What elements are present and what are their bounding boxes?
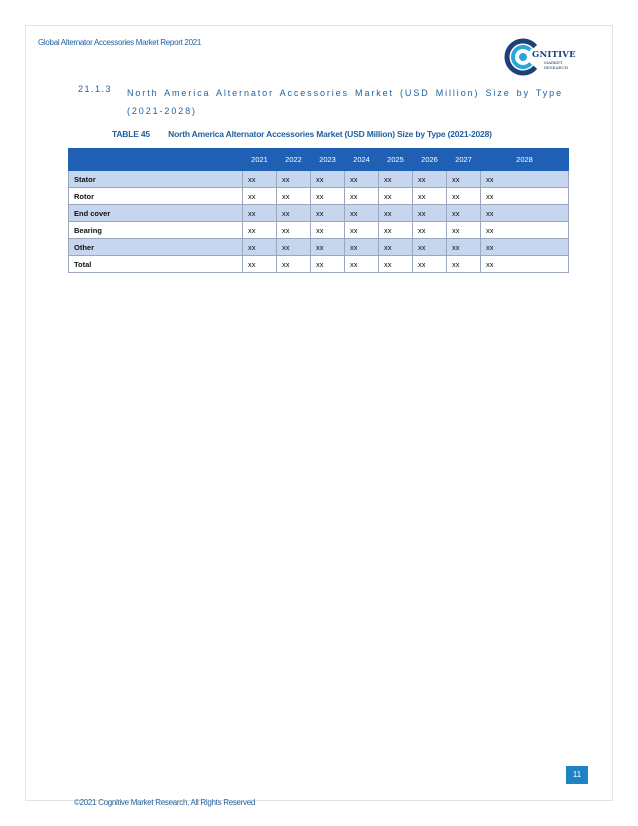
page-frame [25,25,613,801]
row-label: Other [69,239,243,256]
table-cell: xx [345,171,379,188]
table-cell: xx [345,256,379,273]
footer-copyright: ©2021 Cognitive Market Research, All Rights Reserved [74,798,256,807]
row-label: Total [69,256,243,273]
table-cell: xx [345,205,379,222]
page-number-badge: 11 [566,766,588,784]
table-cell: xx [277,222,311,239]
table-header-cell: 2021 [243,149,277,171]
section-number: 21.1.3 [78,84,113,94]
table-cell: xx [413,222,447,239]
table-cell: xx [447,256,481,273]
table-cell: xx [243,171,277,188]
table-cell: xx [277,171,311,188]
table-cell: xx [311,256,345,273]
table-cell: xx [481,239,569,256]
table-header-cell: 2025 [379,149,413,171]
table-cell: xx [481,171,569,188]
table-cell: xx [379,205,413,222]
table-row [69,188,569,205]
table-row [69,171,569,188]
table-row [69,239,569,256]
table-cell: xx [481,256,569,273]
row-label: Stator [69,171,243,188]
table-cell: xx [243,188,277,205]
table-header-cell: 2022 [277,149,311,171]
table-cell: xx [379,222,413,239]
table-cell: xx [379,256,413,273]
table-cell: xx [311,171,345,188]
section-title: North America Alternator Accessories Market (USD Million) Size by Type (2021-2028) [127,88,563,116]
table-cell: xx [345,222,379,239]
table-row [69,256,569,273]
table-cell: xx [481,222,569,239]
logo-subtitle [544,60,568,70]
table-cell: xx [311,188,345,205]
table-cell: xx [481,205,569,222]
table-cell: xx [481,188,569,205]
table-header-cell [69,149,243,171]
row-label: Rotor [69,188,243,205]
table-cell: xx [447,222,481,239]
logo-wordmark: GNITIVE [532,50,576,60]
logo-sub-line2: RESEARCH [544,65,569,70]
logo-sub-line1: MARKET [544,60,563,65]
table-cell: xx [413,239,447,256]
table-caption-text: North America Alternator Accessories Market (USD Million) Size by Type (2021-2028) [168,129,492,139]
table-row [69,222,569,239]
row-label: Bearing [69,222,243,239]
table-cell: xx [413,171,447,188]
table-cell: xx [345,239,379,256]
table-caption-label: TABLE 45 [112,129,150,139]
table-cell: xx [447,239,481,256]
table-header-cell: 2027 [447,149,481,171]
table-header-cell: 2026 [413,149,447,171]
table-cell: xx [447,171,481,188]
table-cell: xx [413,256,447,273]
report-header-title: Global Alternator Accessories Market Report 2021 [38,38,202,47]
table-cell: xx [379,188,413,205]
table-cell: xx [447,188,481,205]
table-cell: xx [277,205,311,222]
table-cell: xx [379,171,413,188]
table-cell: xx [277,256,311,273]
table-header-row [69,149,569,171]
table-cell: xx [447,205,481,222]
table-cell: xx [243,239,277,256]
table-row [69,205,569,222]
table-cell: xx [243,205,277,222]
table-cell: xx [277,239,311,256]
table-cell: xx [311,205,345,222]
table-cell: xx [243,222,277,239]
table-header-cell: 2024 [345,149,379,171]
table-header-cell: 2023 [311,149,345,171]
table-cell: xx [311,222,345,239]
table-cell: xx [311,239,345,256]
market-size-table [68,148,569,273]
table-cell: xx [277,188,311,205]
table-header-cell: 2028 [481,149,569,171]
table-cell: xx [413,205,447,222]
row-label: End cover [69,205,243,222]
table-caption [112,129,492,139]
table-cell: xx [379,239,413,256]
company-logo [504,38,584,76]
table-cell: xx [413,188,447,205]
table-cell: xx [243,256,277,273]
table-cell: xx [345,188,379,205]
